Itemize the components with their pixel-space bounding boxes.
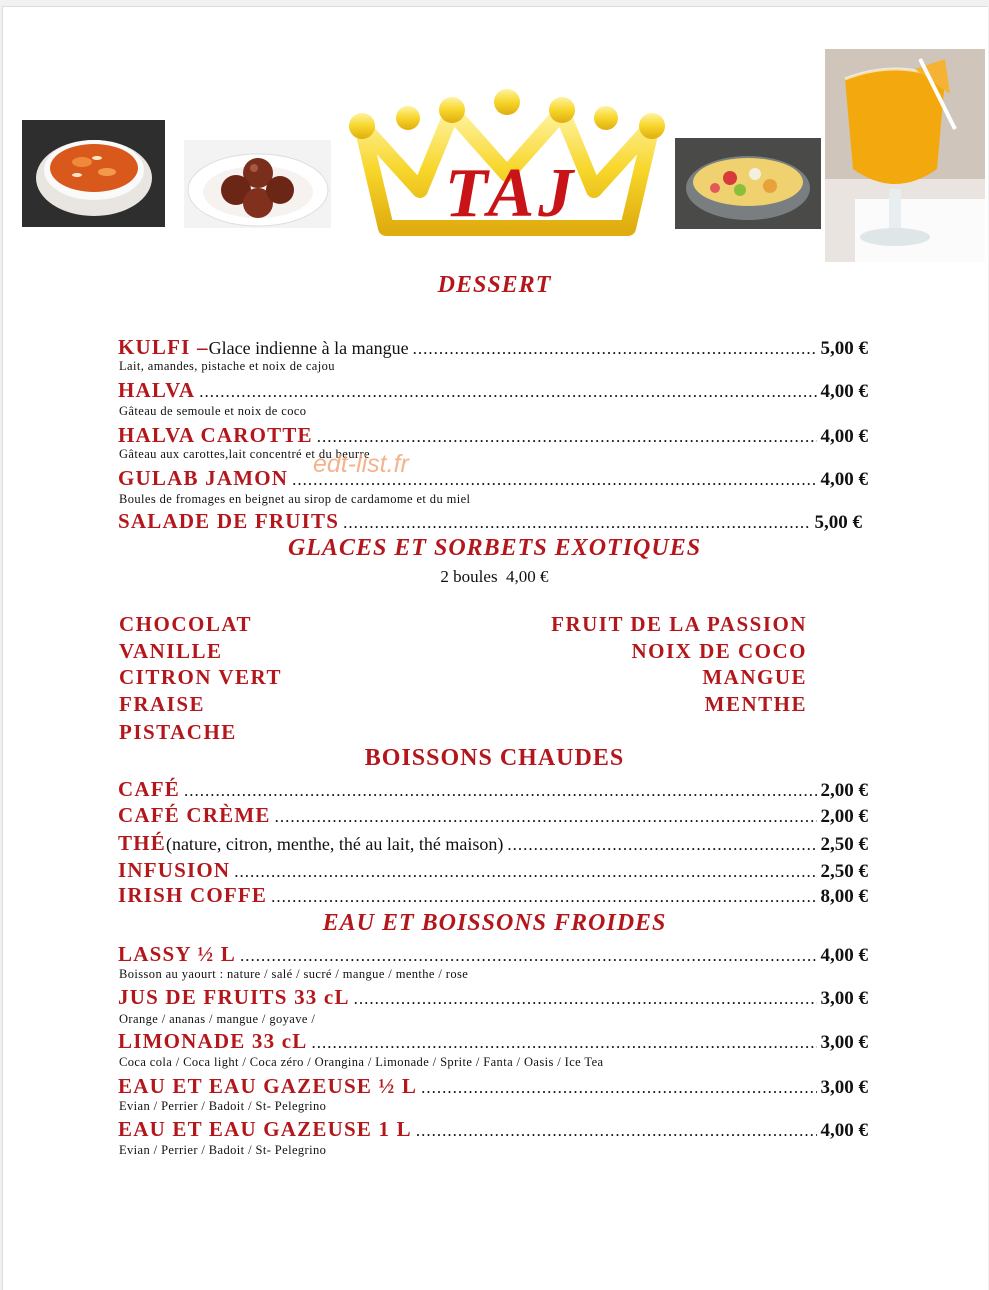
dot-leader bbox=[416, 1121, 817, 1141]
item-name: HALVA CAROTTE bbox=[118, 423, 313, 447]
menu-item-infusion bbox=[118, 858, 868, 883]
item-price: 4,00 € bbox=[820, 469, 868, 490]
dot-leader bbox=[271, 887, 816, 907]
menu-item-gulab-jamon bbox=[118, 466, 868, 491]
boissons-chaudes-heading: BOISSONS CHAUDES bbox=[364, 745, 625, 771]
dot-leader bbox=[240, 946, 817, 966]
item-price: 2,00 € bbox=[820, 780, 868, 801]
item-name: KULFI – bbox=[118, 335, 209, 359]
dessert-heading: DESSERT bbox=[437, 272, 552, 298]
menu-item-lassy bbox=[118, 942, 868, 967]
glaces-heading: GLACES ET SORBETS EXOTIQUES bbox=[287, 535, 702, 561]
item-price: 2,50 € bbox=[820, 834, 868, 855]
item-name: IRISH COFFE bbox=[118, 883, 268, 907]
menu-item-kulfi bbox=[118, 335, 868, 360]
flavor-menthe: MENTHE bbox=[704, 692, 807, 716]
item-name: GULAB JAMON bbox=[118, 466, 289, 490]
dot-leader bbox=[421, 1078, 816, 1098]
item-description: Boisson au yaourt : nature / salé / sucré / mangue / menthe / rose bbox=[119, 967, 469, 981]
item-name: EAU ET EAU GAZEUSE 1 L bbox=[118, 1117, 412, 1141]
menu-item-limonade bbox=[118, 1029, 868, 1054]
item-name: CAFÉ bbox=[118, 777, 180, 801]
taj-crown-logo bbox=[348, 88, 666, 236]
item-description: Orange / ananas / mangue / goyave / bbox=[119, 1012, 316, 1026]
item-name: INFUSION bbox=[118, 858, 231, 882]
item-description: Coca cola / Coca light / Coca zéro / Orangina / Limonade / Sprite / Fanta / Oasis / Ice Tea bbox=[119, 1055, 604, 1069]
item-name: LIMONADE 33 cL bbox=[118, 1029, 308, 1053]
dot-leader bbox=[292, 470, 816, 490]
flavor-citron-vert: CITRON VERT bbox=[119, 665, 282, 689]
flavor-noix-de-coco: NOIX DE COCO bbox=[631, 639, 807, 663]
item-description: Evian / Perrier / Badoit / St- Pelegrino bbox=[119, 1099, 327, 1113]
dot-leader bbox=[354, 989, 817, 1009]
item-price: 3,00 € bbox=[820, 1077, 868, 1098]
flavor-fruit-de-la-passion: FRUIT DE LA PASSION bbox=[551, 612, 807, 636]
item-name: THÉ bbox=[118, 831, 166, 855]
item-price: 5,00 € bbox=[820, 338, 868, 359]
fruit-salad-photo bbox=[675, 138, 821, 229]
item-name: HALVA bbox=[118, 378, 196, 402]
flavor-vanille: VANILLE bbox=[119, 639, 223, 663]
gulab-jamun-photo bbox=[184, 140, 331, 228]
dot-leader bbox=[413, 339, 817, 359]
item-inline-desc: Glace indienne à la mangue bbox=[208, 338, 409, 358]
dot-leader bbox=[507, 835, 816, 855]
watermark: edt-list.fr bbox=[313, 450, 409, 478]
menu-item-halva-carotte bbox=[118, 423, 868, 448]
item-name: LASSY ½ L bbox=[118, 942, 236, 966]
dot-leader bbox=[317, 427, 817, 447]
flavor-pistache: PISTACHE bbox=[119, 720, 237, 744]
menu-item-the bbox=[118, 831, 868, 856]
menu-item-eau-un-litre bbox=[118, 1117, 868, 1142]
menu-item-cafe-creme bbox=[118, 803, 868, 828]
menu-item-cafe bbox=[118, 777, 868, 802]
item-description: Gâteau aux carottes,lait concentré et du beurre bbox=[119, 447, 370, 461]
item-name: CAFÉ CRÈME bbox=[118, 803, 271, 827]
item-price: 4,00 € bbox=[820, 1120, 868, 1141]
menu-item-salade-de-fruits bbox=[118, 509, 862, 534]
item-price: 4,00 € bbox=[820, 426, 868, 447]
menu-item-irish-coffe bbox=[118, 883, 868, 908]
item-price: 8,00 € bbox=[820, 886, 868, 907]
item-price: 5,00 € bbox=[814, 512, 862, 533]
item-description: Boules de fromages en beignet au sirop de cardamome et du miel bbox=[119, 492, 471, 506]
item-price: 2,50 € bbox=[820, 861, 868, 882]
item-price: 2,00 € bbox=[820, 806, 868, 827]
item-name: JUS DE FRUITS 33 cL bbox=[118, 985, 350, 1009]
item-price: 3,00 € bbox=[820, 1032, 868, 1053]
item-inline-desc: (nature, citron, menthe, thé au lait, thé maison) bbox=[165, 834, 504, 854]
flavor-fraise: FRAISE bbox=[119, 692, 206, 716]
item-description: Gâteau de semoule et noix de coco bbox=[119, 404, 307, 418]
boissons-froides-heading: EAU ET BOISSONS FROIDES bbox=[322, 910, 667, 936]
item-price: 4,00 € bbox=[820, 381, 868, 402]
dot-leader bbox=[184, 781, 817, 801]
dot-leader bbox=[311, 1033, 816, 1053]
flavor-mangue: MANGUE bbox=[702, 665, 807, 689]
mango-lassi-photo bbox=[825, 49, 985, 262]
menu-item-halva bbox=[118, 378, 868, 403]
dot-leader bbox=[343, 513, 810, 533]
dot-leader bbox=[234, 862, 816, 882]
flavor-chocolat: CHOCOLAT bbox=[119, 612, 252, 636]
item-description: Evian / Perrier / Badoit / St- Pelegrino bbox=[119, 1143, 327, 1157]
item-price: 4,00 € bbox=[820, 945, 868, 966]
dot-leader bbox=[199, 382, 816, 402]
dot-leader bbox=[275, 807, 817, 827]
item-name: SALADE DE FRUITS bbox=[118, 509, 340, 533]
logo-text: TAJ bbox=[444, 155, 578, 232]
menu-item-eau-demi-litre bbox=[118, 1074, 868, 1099]
item-name: EAU ET EAU GAZEUSE ½ L bbox=[118, 1074, 418, 1098]
glaces-subtitle: 2 boules 4,00 € bbox=[440, 567, 549, 586]
item-price: 3,00 € bbox=[820, 988, 868, 1009]
carrot-halwa-photo bbox=[22, 120, 165, 227]
item-description: Lait, amandes, pistache et noix de cajou bbox=[119, 359, 335, 373]
menu-item-jus-de-fruits bbox=[118, 985, 868, 1010]
